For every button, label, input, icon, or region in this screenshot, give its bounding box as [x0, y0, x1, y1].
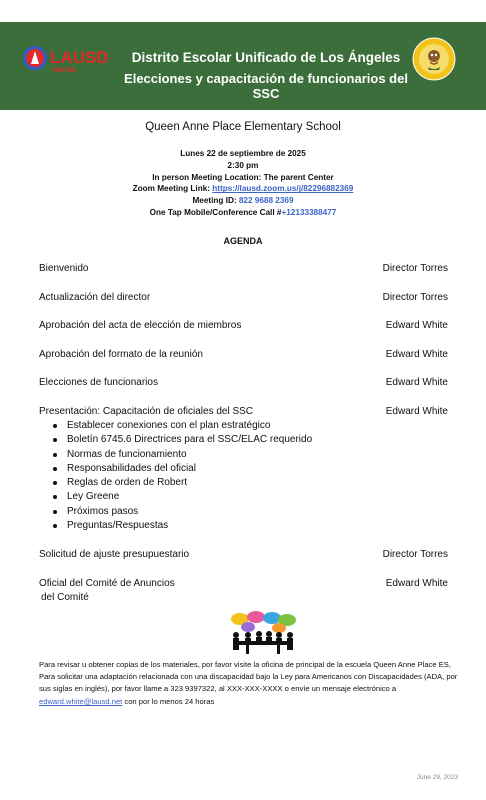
contact-email-link[interactable]: edward.white@lausd.net	[39, 696, 123, 706]
list-item: Establecer conexiones con el plan estratégico	[53, 419, 312, 433]
phone-label: One Tap Mobile/Conference Call #	[149, 207, 282, 217]
zoom-link[interactable]: https://lausd.zoom.us/j/82296882369	[212, 184, 354, 194]
agenda-item-presenter: Edward White	[385, 320, 448, 331]
meeting-illustration	[226, 610, 300, 656]
agenda-item-presenter: Director Torres	[382, 549, 448, 560]
agenda-item-title: Bienvenido	[39, 263, 89, 274]
agenda-item-presenter: Edward White	[385, 406, 448, 417]
lausd-logo	[22, 44, 122, 74]
list-item: Normas de funcionamiento	[53, 448, 312, 462]
list-item: Próximos pasos	[53, 505, 312, 519]
agenda-item-title: Aprobación del formato de la reunión	[39, 349, 203, 360]
header-banner	[0, 22, 486, 110]
list-item: Boletín 6745.6 Directrices para el SSC/ELAC requerido	[53, 433, 312, 447]
agenda-item-presenter: Edward White	[385, 349, 448, 360]
meeting-info	[0, 148, 486, 219]
agenda-item-title-continued: del Comité	[41, 592, 89, 603]
meeting-location: In person Meeting Location: The parent Center	[152, 172, 334, 182]
meeting-id-value: 822 9688 2369	[238, 196, 294, 206]
agenda-item-presenter: Edward White	[385, 377, 448, 388]
logo-text: LAUSD	[50, 48, 109, 67]
list-item: Preguntas/Respuestas	[53, 519, 312, 533]
agenda-item-title: Elecciones de funcionarios	[39, 377, 158, 388]
agenda-heading: AGENDA	[223, 236, 263, 246]
zoom-label: Zoom Meeting Link:	[132, 184, 213, 194]
footer-date: June 29, 2023	[416, 774, 458, 781]
zoom-line	[0, 183, 486, 195]
logo-subtext: UNIFIED	[52, 68, 76, 74]
school-seal-logo	[412, 37, 456, 81]
meeting-time: 2:30 pm	[227, 160, 259, 170]
notice-text: Para revisar u obtener copias de los materiales, por favor visite la oficina de principal de la escuela Queen Anne Place ES, Para solicitar una adaptación relacionada con una discapacidad bajo la Ley para Americanos con Discapacidades (ADA, por sus siglas en inglés), por favor llame a 323 9397322, al XXX-XXX-XXXX o envíe un mensaje electrónico a	[39, 660, 458, 694]
phone-line	[0, 207, 486, 219]
agenda-item-title: Actualización del director	[39, 292, 151, 303]
phone-number[interactable]: +12133388477	[281, 207, 337, 217]
notice-text-end: con por lo menos 24 horas	[122, 696, 215, 706]
list-item: Reglas de orden de Robert	[53, 476, 312, 490]
meeting-id-line	[0, 195, 486, 207]
meeting-date: Lunes 22 de septiembre de 2025	[180, 149, 306, 158]
agenda-item-title: Presentación: Capacitación de oficiales del SSC	[39, 406, 254, 417]
header-title-line1: Distrito Escolar Unificado de Los Ángeles	[131, 50, 401, 65]
meeting-id-label: Meeting ID:	[192, 196, 239, 206]
presentation-bullet-list	[53, 419, 312, 533]
agenda-item-presenter: Director Torres	[382, 292, 448, 303]
accessibility-notice	[39, 659, 459, 708]
agenda-item-presenter: Director Torres	[382, 263, 448, 274]
list-item: Ley Greene	[53, 490, 312, 504]
agenda-item-title: Oficial del Comité de Anuncios	[39, 578, 175, 589]
agenda-item-title: Solicitud de ajuste presupuestario	[39, 549, 190, 560]
school-name: Queen Anne Place Elementary School	[145, 121, 341, 133]
agenda-item-presenter: Edward White	[385, 578, 448, 589]
agenda-item-title: Aprobación del acta de elección de miembros	[39, 320, 242, 331]
header-title-line2: Elecciones y capacitación de funcionarios del SSC	[124, 71, 408, 101]
list-item: Responsabilidades del oficial	[53, 462, 312, 476]
